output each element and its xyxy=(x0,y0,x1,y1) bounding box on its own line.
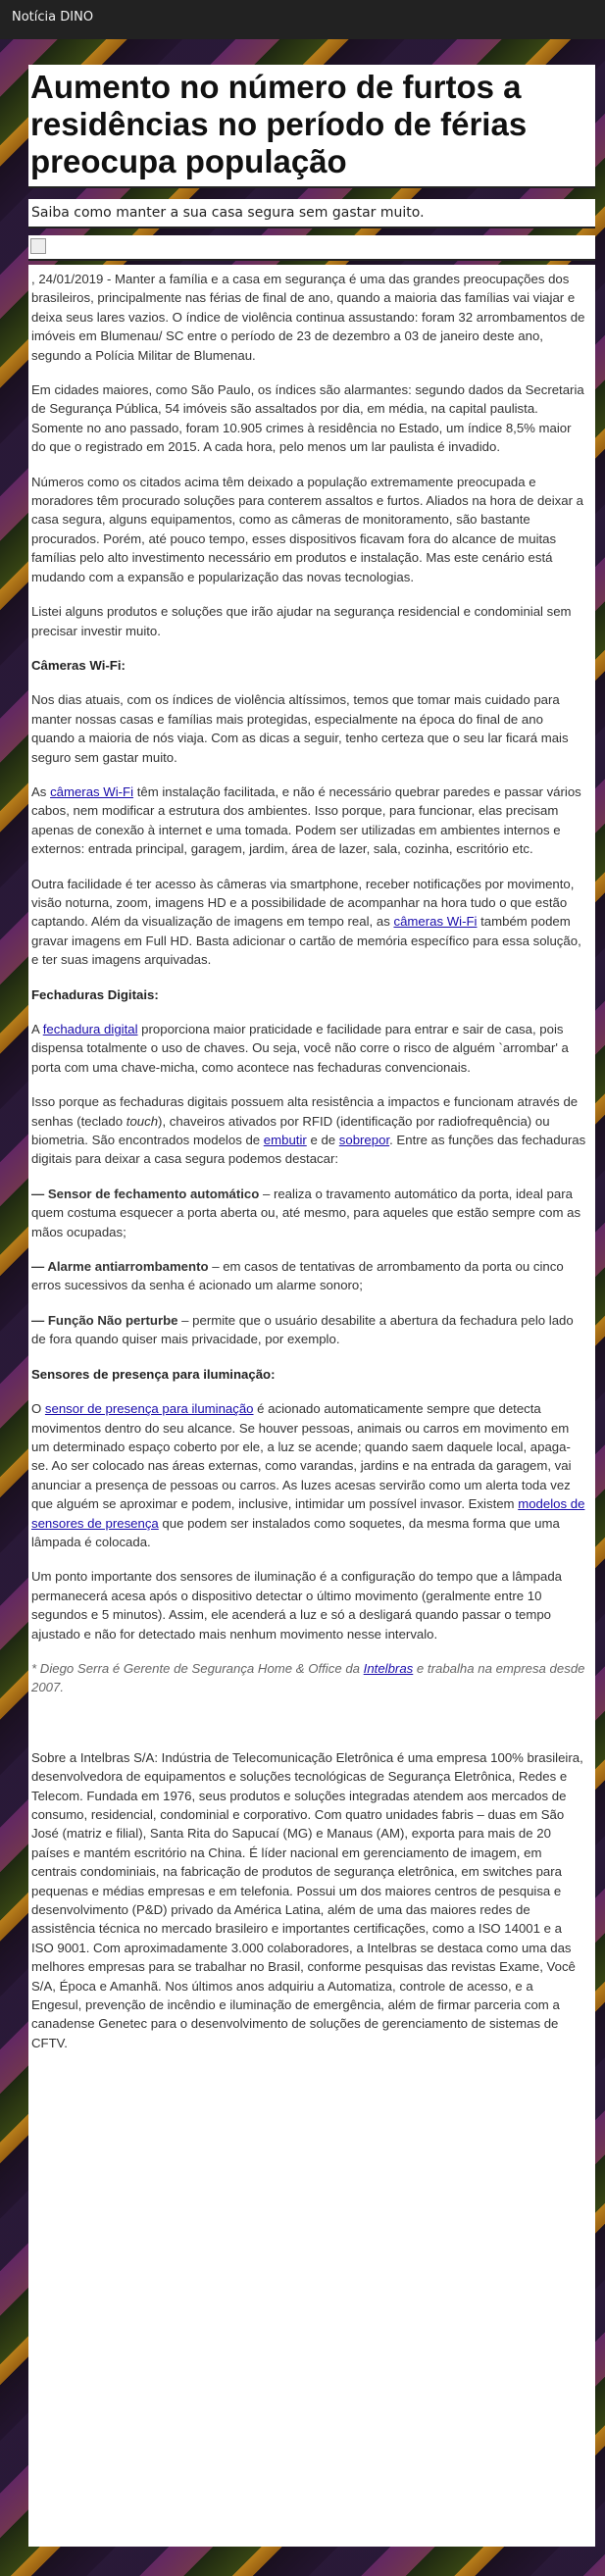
heading-locks: Fechaduras Digitais: xyxy=(31,986,159,1002)
paragraph-cameras-3: Outra facilidade é ter acesso às câmeras via smartphone, receber notificações por movimento, visão noturna, zoom, imagens HD e a possibilidade de acompanhar na hora tudo o que estão captando. Além da visualização de imagens em tempo real, as câmeras Wi-Fi também podem gravar imagens em Full HD. Basta adicionar o cartão de memória específico para essa solução, e ter suas imagens arquivadas. xyxy=(31,876,581,968)
article-body-panel xyxy=(28,265,595,2547)
spacer xyxy=(31,1713,586,1748)
feature-do-not-disturb: — Função Não perturbe – permite que o usuário desabilite a abertura da fechadura pelo lado de fora quando quiser mais privacidade, por exemplo. xyxy=(31,1312,574,1347)
paragraph-sao-paulo: Em cidades maiores, como São Paulo, os índices são alarmantes: segundo dados da Secretaria de Segurança Pública, 54 imóveis são assaltados por dia, em média, na capital paulista. Somente no ano passado, foram 10.905 crimes à residência no Estado, um índice 8,5% maior do que o registrado em 2015. A cada hora, pelo menos um lar paulista é invadido. xyxy=(31,382,584,455)
paragraph-sensors-2: Um ponto importante dos sensores de iluminação é a configuração do tempo que a lâmpada permanecerá acesa após o dispositivo detectar o último movimento (geralmente entre 10 segundos e 5 minutos). Assim, ele acenderá a luz e só a desligará quando passar o tempo ajustado e não for detectado mais nenhum movimento nesse intervalo. xyxy=(31,1569,563,1642)
broken-image-icon xyxy=(30,238,46,254)
heading-cameras: Câmeras Wi-Fi: xyxy=(31,657,126,673)
paragraph-cameras-2: As câmeras Wi-Fi têm instalação facilitada, e não é necessário quebrar paredes e passar vários cabos, nem modificar a estrutura dos ambientes. Isso porque, para funcionar, elas precisam apenas de conexão à internet e uma tomada. Podem ser utilizadas em ambientes internos e externos: entrada principal, garagem, jardim, área de lazer, sala, cozinha, escritório etc. xyxy=(31,783,581,857)
image-panel xyxy=(28,235,595,261)
feature-auto-close: — Sensor de fechamento automático – realiza o travamento automático da porta, ideal para quem costuma esquecer a porta aberta ou, até mesmo, para aqueles que estão sempre com as mãos ocupadas; xyxy=(31,1186,581,1239)
author-note: * Diego Serra é Gerente de Segurança Home & Office da Intelbras e trabalha na empresa desde 2007. xyxy=(31,1660,585,1695)
paragraph-locks-2: Isso porque as fechaduras digitais possuem alta resistência a impactos e funcionam através de senhas (teclado touch), chaveiros ativados por RFID (identificação por radiofrequência) ou biometria. São encontrados modelos de embutir e de sobrepor. Entre as funções das fechaduras digitais para deixar a casa segura podemos destacar: xyxy=(31,1094,586,1167)
paragraph-cameras-1: Nos dias atuais, com os índices de violência altíssimos, temos que tomar mais cuidado para manter nossas casas e famílias mais protegidas, especialmente na época do final de ano quando a maioria de nós viaja. Com as dicas a seguir, tenho certeza que o seu lar ficará mais seguro sem gastar muito. xyxy=(31,692,569,765)
title-panel xyxy=(28,65,595,188)
feature-anti-break: — Alarme antiarrombamento – em casos de tentativas de arrombamento da porta ou cinco erros sucessivos da senha é acionado um alarme sonoro; xyxy=(31,1259,564,1293)
subtitle-panel xyxy=(28,199,595,228)
heading-sensors: Sensores de presença para iluminação: xyxy=(31,1366,276,1382)
link-sobrepor[interactable]: sobrepor xyxy=(338,1133,390,1148)
paragraph-intro: , 24/01/2019 - Manter a família e a casa em segurança é uma das grandes preocupações dos brasileiros, principalmente nas férias de final de ano, quando a maioria das famílias vai viajar e deixa seus lares vazios. O índice de violência continua assustando: foram 32 arrombamentos de imóveis em Blumenau/ SC entre o período de 23 de dezembro a 03 de janeiro deste ano, segundo a Polícia Militar de Blumenau. xyxy=(31,272,585,363)
top-bar xyxy=(0,0,605,39)
link-sensor-models[interactable]: modelos de sensores de presença xyxy=(31,1496,585,1531)
link-wifi-cameras[interactable]: câmeras Wi-Fi xyxy=(50,783,134,799)
link-wifi-cameras-2[interactable]: câmeras Wi-Fi xyxy=(393,914,478,930)
link-presence-sensor[interactable]: sensor de presença para iluminação xyxy=(44,1401,254,1417)
paragraph-locks-1: A fechadura digital proporciona maior praticidade e facilidade para entrar e sair de casa, pois dispensa totalmente o uso de chaves. Ou seja, você não corre o risco de alguém `arrombar' a porta com uma chave-micha, como acontece nas fechaduras convencionais. xyxy=(31,1022,569,1075)
article-title: Aumento no número de furtos a residências no período de férias preocupa população xyxy=(30,69,528,179)
article-subtitle: Saiba como manter a sua casa segura sem gastar muito. xyxy=(31,205,425,221)
link-intelbras[interactable]: Intelbras xyxy=(363,1660,414,1676)
link-digital-lock[interactable]: fechadura digital xyxy=(42,1022,138,1036)
site-brand[interactable]: Notícia DINO xyxy=(12,10,94,25)
paragraph-about: Sobre a Intelbras S/A: Indústria de Telecomunicação Eletrônica é uma empresa 100% brasileira, desenvolvedora de equipamentos e soluções tecnológicas de Segurança Eletrônica, Redes e Telecom. Fundada em 1976, seus produtos e soluções integradas atendem aos mercados de consumo, residencial, condominial e corporativo. Com quatro unidades fabris – duas em São José (matriz e filial), Santa Rita do Sapucaí (MG) e Manaus (AM), exporta para mais de 20 países e mantém escritório na China. É líder nacional em gerenciamento de imagem, em centrais condominiais, na fabricação de produtos de segurança eletrônica, em switches para pequenas e médias empresas e em telefonia. Possui um dos maiores centros de pesquisa e desenvolvimento (P&D) privado da América Latina, além de uma das maiores redes de assistência técnica no mercado brasileiro e importantes certificações, como a ISO 14001 e a ISO 9001. Com aproximadamente 3.000 colaboradores, a Intelbras se destaca como uma das melhores empresas para se trabalhar no Brasil, conforme pesquisas das revistas Exame, Você S/A, Época e Amanhã. Nos últimos anos adquiriu a Automatiza, controle de acesso, e a Engesul, prevenção de incêndio e iluminação de emergência, além de firmar parceria com a canadense Genetec para o desenvolvimento de soluções de gerenciamento de sistemas de CFTV. xyxy=(31,1749,583,2050)
paragraph-equipment: Números como os citados acima têm deixado a população extremamente preocupada e moradores têm procurado soluções para conterem assaltos e furtos. Aliados na hora de deixar a casa segura, alguns equipamentos, como as câmeras de monitoramento, são bastante procurados. Porém, até pouco tempo, esses dispositivos ficavam fora do alcance de muitas famílias pelo alto investimento necessário em produtos e instalação. Mas este cenário está mudando com a expansão e popularização das novas tecnologias. xyxy=(31,474,583,584)
article-body xyxy=(31,270,586,2068)
link-embutir[interactable]: embutir xyxy=(263,1133,307,1148)
paragraph-sensors-1: O sensor de presença para iluminação é acionado automaticamente sempre que detecta movimentos dentro do seu alcance. Se houver pessoas, animais ou carros em movimento em um determinado espaço coberto por ele, a luz se acende; quando saem daquele local, apaga-se. Ao ser colocado nas áreas externas, como varandas, jardins e na entrada da garagem, vai anunciar a presença de pessoas ou carros. As luzes acesas servirão como um alerta toda vez que alguém se aproximar e podem, inclusive, intimidar um possível invasor. Existem modelos de sensores de presença que podem ser instalados como soquetes, da mesma forma que uma lâmpada é colocada. xyxy=(31,1401,585,1549)
paragraph-list-intro: Listei alguns produtos e soluções que irão ajudar na segurança residencial e condominial sem precisar investir muito. xyxy=(31,604,572,638)
